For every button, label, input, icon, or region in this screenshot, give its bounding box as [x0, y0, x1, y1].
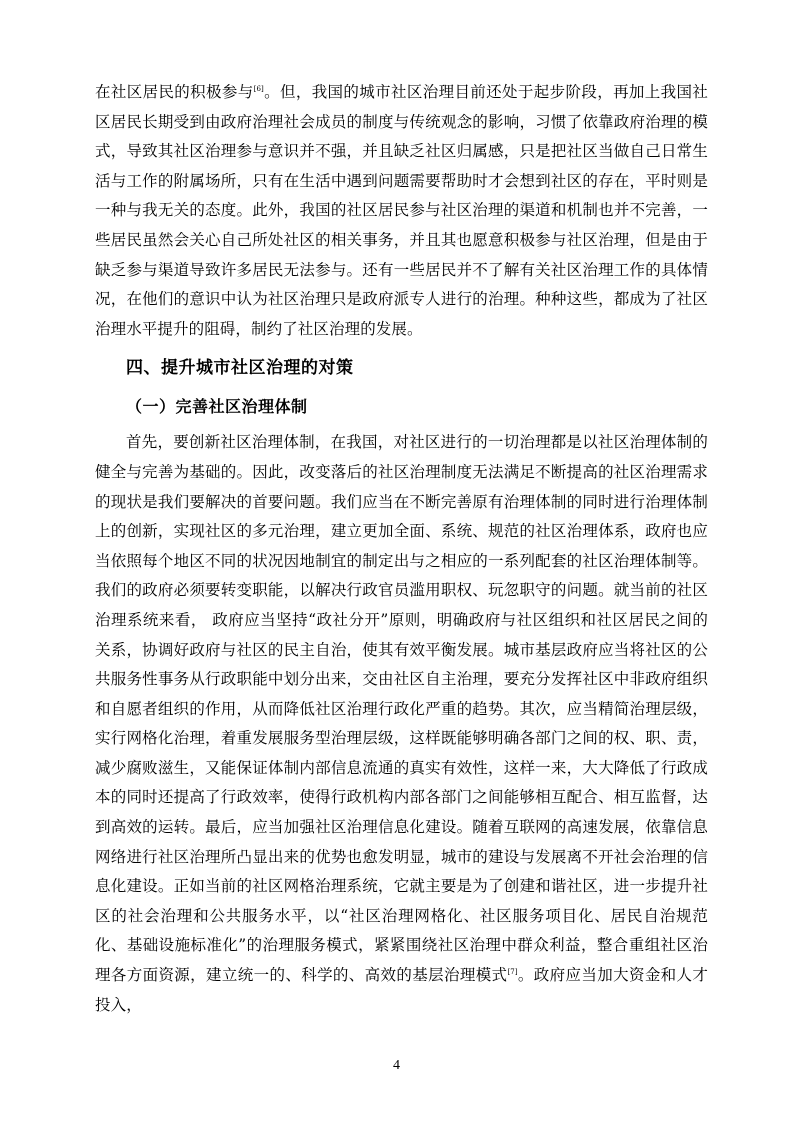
paragraph-text: 首先，要创新社区治理体制，在我国，对社区进行的一切治理都是以社区治理体制的健全与完善为基础的。因此，改变落后的社区治理制度无法满足不断提高的社区治理需求的现状是我们要解决的首要问题。我们应当在不断完善原有治理体制的同时进行治理体制上的创新，实现社区的多元治理，建立更加全面、系统、规范的社区治理体系，政府也应当依照每个地区不同的状况因地制宜的制定出与之相应的一系列配套的社区治理体制等。我们的政府必须要转变职能，以解决行政官员滥用职权、玩忽职守的问题。就当前的社区治理系统来看， 政府应当坚持“政社分开”原则，明确政府与社区组织和社区居民之间的关系，协调好政府与社区的民主自治，使其有效平衡发展。城市基层政府应当将社区的公共服务性事务从行政职能中划分出来，交由社区自主治理，要充分发挥社区中非政府组织和自愿者组织的作用，从而降低社区治理行政化严重的趋势。其次，应当精简治理层级，实行网格化治理，着重发展服务型治理层级，这样既能够明确各部门之间的权、职、责，减少腐败滋生，又能保证体制内部信息流通的真实有效性，这样一来，大大降低了行政成本的同时还提高了行政效率，使得行政机构内部各部门之间能够相互配合、相互监督，达到高效的运转。最后，应当加强社区治理信息化建设。随着互联网的高速发展，依靠信息网络进行社区治理所凸显出来的优势也愈发明显，城市的建设与发展离不开社会治理的信息化建设。正如当前的社区网格治理系统，它就主要是为了创建和谐社区，进一步提升社区的社会治理和公共服务水平，以“社区治理网格化、社区服务项目化、居民自治规范化、基础设施标准化”的治理服务模式，紧紧围绕社区治理中群众利益，整合重组社区治理各方面资源，建立统一的、科学的、高效的基层治理模式 [95, 433, 708, 985]
subsection-heading: （一）完善社区治理体制 [126, 397, 308, 417]
paragraph-text: 在社区居民的积极参与 [95, 83, 254, 101]
paragraph-text: 。政府应当加大资金和人才投入， [95, 966, 709, 1014]
citation-reference: [6] [253, 84, 264, 93]
body-paragraph [95, 428, 708, 1020]
page-number: 4 [393, 1058, 400, 1073]
citation-reference: [7] [507, 967, 518, 976]
body-paragraph [95, 78, 708, 344]
section-heading: 四、提升城市社区治理的对策 [126, 358, 354, 379]
paragraph-text: 。但，我国的城市社区治理目前还处于起步阶段，再加上我国社区居民长期受到由政府治理社会成员的制度与传统观念的影响，习惯了依靠政府治理的模式，导致其社区治理参与意识并不强，并且缺乏社区归属感，只是把社区当做自己日常生活与工作的附属场所，只有在生活中遇到问题需要帮助时才会想到社区的存在，平时则是一种与我无关的态度。此外，我国的社区居民参与社区治理的渠道和机制也并不完善，一些居民虽然会关心自己所处社区的相关事务，并且其也愿意积极参与社区治理，但是由于缺乏参与渠道导致许多居民无法参与。还有一些居民并不了解有关社区治理工作的具体情况，在他们的意识中认为社区治理只是政府派专人进行的治理。种种这些，都成为了社区治理水平提升的阻碍，制约了社区治理的发展。 [95, 83, 708, 338]
document-page [95, 78, 708, 1020]
